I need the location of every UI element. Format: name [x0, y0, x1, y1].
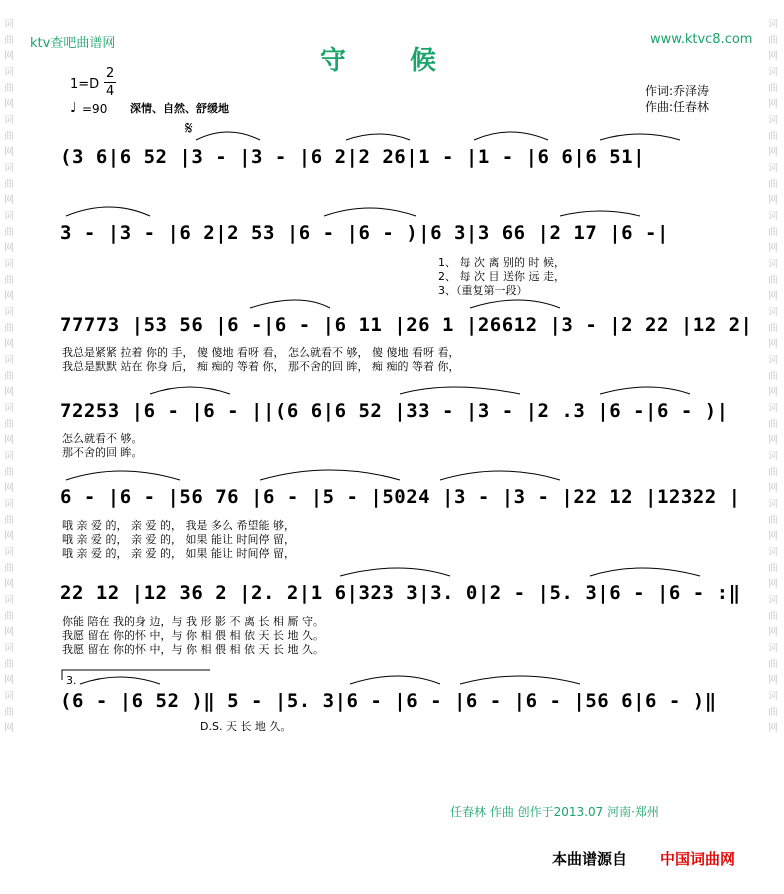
- watermark-char: 词: [768, 307, 778, 318]
- watermark-char: 网: [4, 723, 14, 734]
- watermark-char: 词: [4, 67, 14, 78]
- watermark-char: 曲: [4, 707, 14, 718]
- verse-mark-2: 2、 每 次 目 送你 远 走，: [438, 270, 565, 283]
- watermark-char: 词: [768, 355, 778, 366]
- watermark-char: 曲: [768, 371, 778, 382]
- lyric-line-5b: 哦 亲 爱 的， 亲 爱 的， 如果 能让 时间停 留，: [62, 533, 295, 546]
- watermark-char: 词: [4, 691, 14, 702]
- watermark-char: 网: [768, 675, 778, 686]
- watermark-char: 词: [4, 643, 14, 654]
- watermark-char: 网: [768, 51, 778, 62]
- watermark-char: 词: [4, 499, 14, 510]
- watermark-char: 曲: [768, 275, 778, 286]
- lyric-line-4a: 怎么就看不 够。: [62, 432, 143, 445]
- watermark-char: 词: [4, 403, 14, 414]
- watermark-char: 网: [768, 531, 778, 542]
- watermark-char: 网: [768, 723, 778, 734]
- watermark-char: 网: [4, 51, 14, 62]
- watermark-char: 曲: [4, 563, 14, 574]
- watermark-char: 曲: [4, 275, 14, 286]
- lyric-line-3a: 我总是紧紧 拉着 你的 手， 傻 傻地 看呀 看， 怎么就看不 够， 傻 傻地 看呀 看，: [62, 346, 460, 359]
- watermark-char: 曲: [4, 323, 14, 334]
- watermark-char: 网: [768, 627, 778, 638]
- watermark-char: 曲: [4, 371, 14, 382]
- watermark-char: 曲: [768, 323, 778, 334]
- source-site-link[interactable]: 中国词曲网: [660, 850, 736, 868]
- watermark-char: 曲: [4, 83, 14, 94]
- composer: 作曲:任春林: [645, 100, 710, 114]
- watermark-char: 词: [768, 211, 778, 222]
- source-label: 本曲谱源自: [552, 850, 628, 868]
- watermark-char: 曲: [4, 611, 14, 622]
- lyric-line-5a: 哦 亲 爱 的， 亲 爱 的， 我是 多么 希望能 够，: [62, 519, 295, 532]
- score-line-7: (6 - |6 52 )‖ 5 - |5. 3|6 - |6 - |6 - |6 - |56 6|6 - )‖: [60, 690, 717, 712]
- watermark-char: 网: [4, 339, 14, 350]
- watermark-char: 词: [4, 259, 14, 270]
- watermark-char: 词: [4, 19, 14, 30]
- segno-icon: 𝄋: [185, 118, 193, 139]
- time-signature-top: 2: [106, 66, 115, 81]
- watermark-char: 网: [768, 243, 778, 254]
- footer-credit: 任春林 作曲 创作于2013.07 河南·郑州: [450, 805, 659, 819]
- lyric-line-6b: 我愿 留在 你的怀 中，与 你 相 偎 相 依 天 长 地 久。: [62, 629, 324, 642]
- watermark-char: 网: [4, 243, 14, 254]
- watermark-char: 网: [4, 483, 14, 494]
- watermark-char: 词: [768, 451, 778, 462]
- watermark-char: 曲: [768, 227, 778, 238]
- watermark-char: 网: [4, 195, 14, 206]
- score-line-3: 77773 |53 56 |6 -|6 - |6 11 |26 1 |26612 |3 - |2 22 |12 2|: [60, 314, 753, 336]
- score-line-4: 72253 |6 - |6 - ||(6 6|6 52 |33 - |3 - |2 .3 |6 -|6 - )|: [60, 400, 729, 422]
- expression-mark: 深情、自然、舒缓地: [130, 102, 229, 115]
- watermark-char: 曲: [768, 419, 778, 430]
- watermark-char: 曲: [768, 707, 778, 718]
- watermark-char: 曲: [4, 227, 14, 238]
- watermark-char: 词: [768, 67, 778, 78]
- watermark-char: 网: [768, 291, 778, 302]
- watermark-char: 网: [4, 531, 14, 542]
- site-link-right[interactable]: www.ktvc8.com: [650, 32, 753, 47]
- watermark-char: 网: [4, 435, 14, 446]
- lyric-line-4b: 那不舍的回 眸。: [62, 446, 143, 459]
- watermark-char: 曲: [768, 563, 778, 574]
- volta-3: 3.: [66, 674, 77, 687]
- watermark-char: 网: [4, 675, 14, 686]
- watermark-char: 词: [4, 211, 14, 222]
- watermark-char: 词: [768, 115, 778, 126]
- watermark-char: 词: [768, 643, 778, 654]
- watermark-char: 网: [768, 387, 778, 398]
- watermark-char: 网: [768, 483, 778, 494]
- watermark-char: 网: [4, 627, 14, 638]
- watermark-char: 曲: [4, 515, 14, 526]
- watermark-char: 词: [768, 691, 778, 702]
- watermark-char: 网: [4, 387, 14, 398]
- watermark-char: 曲: [4, 659, 14, 670]
- watermark-char: 曲: [768, 515, 778, 526]
- watermark-char: 词: [4, 115, 14, 126]
- lyricist: 作词:乔泽涛: [645, 84, 710, 98]
- score-line-6: 22 12 |12 36 2 |2. 2|1 6|323 3|3. 0|2 - |5. 3|6 - |6 - :‖: [60, 582, 741, 604]
- lyric-line-6a: 你能 陪在 我的身 边，与 我 形 影 不 离 长 相 厮 守。: [62, 615, 324, 628]
- verse-mark-3: 3、（重复第一段）: [438, 284, 528, 297]
- watermark-char: 曲: [768, 179, 778, 190]
- watermark-char: 词: [4, 307, 14, 318]
- watermark-char: 曲: [768, 467, 778, 478]
- watermark-char: 词: [4, 547, 14, 558]
- quarter-note-icon: ♩: [70, 100, 77, 116]
- watermark-char: 词: [4, 451, 14, 462]
- watermark-char: 网: [768, 339, 778, 350]
- lyric-line-6c: 我愿 留在 你的怀 中，与 你 相 偎 相 依 天 长 地 久。: [62, 643, 324, 656]
- tempo: =90: [82, 102, 108, 116]
- watermark-char: 曲: [768, 131, 778, 142]
- watermark-char: 曲: [768, 659, 778, 670]
- watermark-char: 曲: [768, 611, 778, 622]
- time-signature-bottom: 4: [106, 84, 115, 99]
- verse-mark-1: 1、 每 次 离 别的 时 候，: [438, 256, 565, 269]
- watermark-char: 网: [768, 579, 778, 590]
- watermark-char: 曲: [4, 131, 14, 142]
- watermark-char: 曲: [4, 467, 14, 478]
- watermark-char: 曲: [4, 419, 14, 430]
- watermark-char: 网: [768, 435, 778, 446]
- lyric-line-5c: 哦 亲 爱 的， 亲 爱 的， 如果 能让 时间停 留，: [62, 547, 295, 560]
- lyric-line-3b: 我总是默默 站在 你身 后， 痴 痴的 等着 你， 那不舍的回 眸， 痴 痴的 等着 你，: [62, 360, 460, 373]
- lyric-line-7: D.S. 天 长 地 久。: [200, 720, 292, 733]
- watermark-char: 词: [768, 19, 778, 30]
- watermark-char: 词: [768, 595, 778, 606]
- site-link-left[interactable]: ktv查吧曲谱网: [30, 36, 116, 51]
- watermark-char: 网: [4, 147, 14, 158]
- watermark-char: 词: [4, 595, 14, 606]
- watermark-char: 词: [4, 163, 14, 174]
- watermark-char: 曲: [4, 179, 14, 190]
- watermark-char: 曲: [768, 83, 778, 94]
- watermark-char: 词: [768, 403, 778, 414]
- watermark-char: 词: [768, 499, 778, 510]
- watermark-char: 网: [4, 291, 14, 302]
- song-title: 守候: [320, 46, 501, 76]
- score-line-2: 3 - |3 - |6 2|2 53 |6 - |6 - )|6 3|3 66 |2 17 |6 -|: [60, 222, 669, 244]
- watermark-char: 词: [4, 355, 14, 366]
- watermark-char: 词: [768, 547, 778, 558]
- watermark-char: 词: [768, 259, 778, 270]
- key-signature: 1=D: [70, 77, 100, 92]
- watermark-char: 网: [4, 99, 14, 110]
- watermark-char: 网: [768, 99, 778, 110]
- watermark-char: 网: [768, 195, 778, 206]
- watermark-char: 网: [768, 147, 778, 158]
- watermark-char: 词: [768, 163, 778, 174]
- watermark-char: 网: [4, 579, 14, 590]
- score-line-1: (3 6|6 52 |3 - |3 - |6 2|2 26|1 - |1 - |6 6|6 51|: [60, 146, 646, 168]
- watermark-char: 曲: [768, 35, 778, 46]
- watermark-char: 曲: [4, 35, 14, 46]
- score-line-5: 6 - |6 - |56 76 |6 - |5 - |5024 |3 - |3 - |22 12 |12322 |: [60, 486, 741, 508]
